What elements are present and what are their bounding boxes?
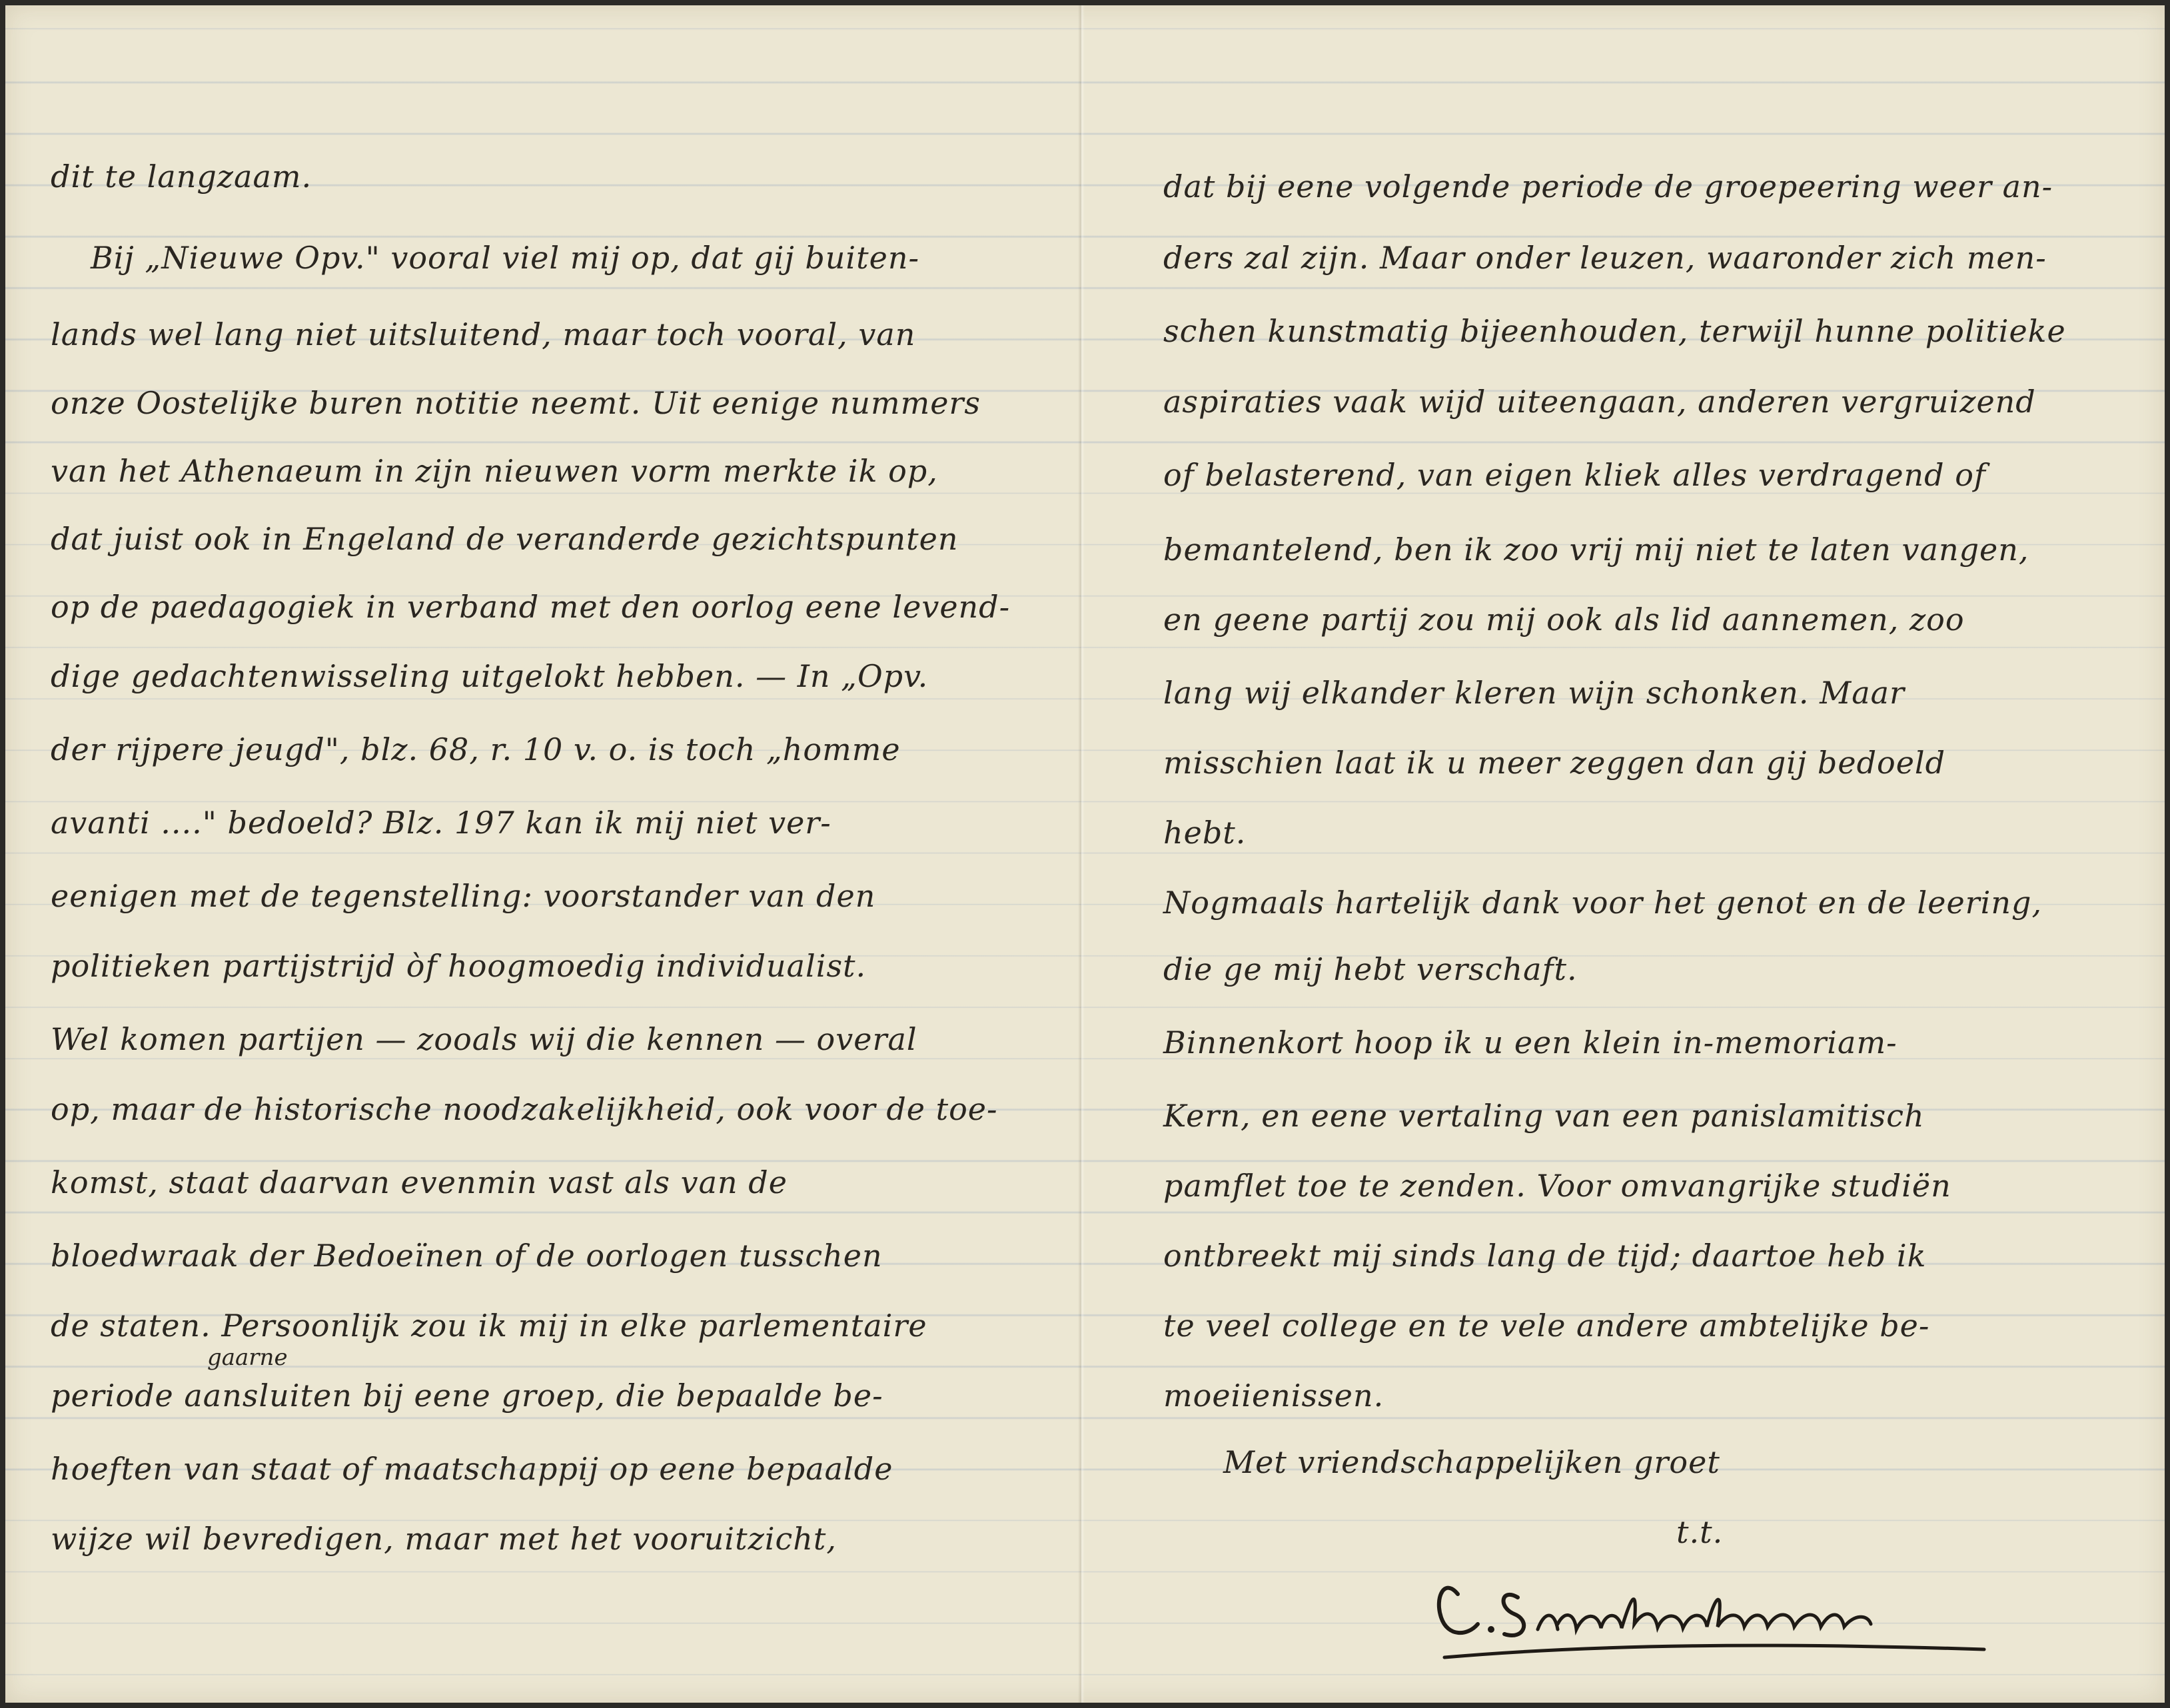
left-line-6: dat juist ook in Engeland de veranderde gezichtspunten [51, 521, 959, 557]
left-line-8: dige gedachtenwisseling uitgelokt hebben. — In „Opv. [51, 658, 929, 694]
left-line-18: periode aansluiten bij eene groep, die bepaalde be- [51, 1378, 883, 1414]
right-line-17: te veel college en te vele andere ambtelijke be- [1163, 1308, 1930, 1344]
left-page [11, 5, 1083, 1703]
closing-abbreviation: t.t. [1676, 1514, 1724, 1550]
right-line-4: aspiraties vaak wijd uiteengaan, anderen vergruizend [1163, 384, 2036, 420]
closing-greeting: Met vriendschappelijken groet [1223, 1444, 1720, 1480]
right-line-2: ders zal zijn. Maar onder leuzen, waaronder zich men- [1163, 240, 2047, 276]
right-line-8: lang wij elkander kleren wijn schonken. Maar [1163, 675, 1905, 711]
left-line-14: op, maar de historische noodzakelijkheid, ook voor de toe- [51, 1091, 998, 1127]
right-line-6: bemantelend, ben ik zoo vrij mij niet te laten vangen, [1163, 532, 2029, 568]
left-line-7: op de paedagogiek in verband met den oorlog eene levend- [51, 589, 1011, 625]
left-line-5: van het Athenaeum in zijn nieuwen vorm merkte ik op, [51, 453, 938, 489]
right-line-14: Kern, en eene vertaling van een panislamitisch [1163, 1098, 1925, 1134]
left-line-10: avanti ...." bedoeld? Blz. 197 kan ik mij niet ver- [51, 805, 831, 841]
right-line-10: hebt. [1163, 815, 1247, 851]
right-page [1090, 5, 2170, 1703]
left-line-13: Wel komen partijen — zooals wij die kennen — overal [51, 1021, 917, 1057]
right-line-9: misschien laat ik u meer zeggen dan gij bedoeld [1163, 745, 1946, 781]
right-line-13: Binnenkort hoop ik u een klein in-memoriam- [1163, 1025, 1898, 1061]
right-line-18: moeiienissen. [1163, 1378, 1384, 1414]
left-line-15: komst, staat daarvan evenmin vast als van de [51, 1164, 788, 1200]
right-line-12: die ge mij hebt verschaft. [1163, 951, 1578, 987]
right-line-15: pamflet toe te zenden. Voor omvangrijke studiën [1163, 1168, 1951, 1204]
left-line-19: hoeften van staat of maatschappij op eene bepaalde [51, 1451, 893, 1487]
left-line-3: lands wel lang niet uitsluitend, maar toch vooral, van [51, 316, 916, 352]
right-line-5: of belasterend, van eigen kliek alles verdragend of [1163, 457, 1986, 493]
left-line-2: Bij „Nieuwe Opv." vooral viel mij op, dat gij buiten- [91, 240, 920, 276]
letter-sheet [5, 5, 2165, 1703]
paper-fold [1078, 5, 1085, 1703]
left-line-1: dit te langzaam. [51, 159, 312, 195]
right-line-7: en geene partij zou mij ook als lid aannemen, zoo [1163, 602, 1965, 638]
left-line-16: bloedwraak der Bedoeïnen of de oorlogen tusschen [51, 1238, 883, 1274]
right-line-11: Nogmaals hartelijk dank voor het genot en de leering, [1163, 885, 2043, 921]
left-line-4: onze Oostelijke buren notitie neemt. Uit eenige nummers [51, 385, 981, 421]
right-line-3: schen kunstmatig bijeenhouden, terwijl hunne politieke [1163, 313, 2066, 349]
insertion-above-line: gaarne [207, 1344, 288, 1371]
left-line-9: der rijpere jeugd", blz. 68, r. 10 v. o. is toch „homme [51, 731, 901, 767]
right-line-16: ontbreekt mij sinds lang de tijd; daartoe heb ik [1163, 1238, 1927, 1274]
left-line-20: wijze wil bevredigen, maar met het vooruitzicht, [51, 1521, 837, 1557]
signature [1431, 1557, 2004, 1664]
right-line-1: dat bij eene volgende periode de groepeering weer an- [1163, 169, 2053, 205]
left-line-11: eenigen met de tegenstelling: voorstander van den [51, 878, 876, 914]
left-line-17: de staten. Persoonlijk zou ik mij in elke parlementaire [51, 1308, 927, 1344]
left-line-12: politieken partijstrijd òf hoogmoedig individualist. [51, 948, 867, 984]
